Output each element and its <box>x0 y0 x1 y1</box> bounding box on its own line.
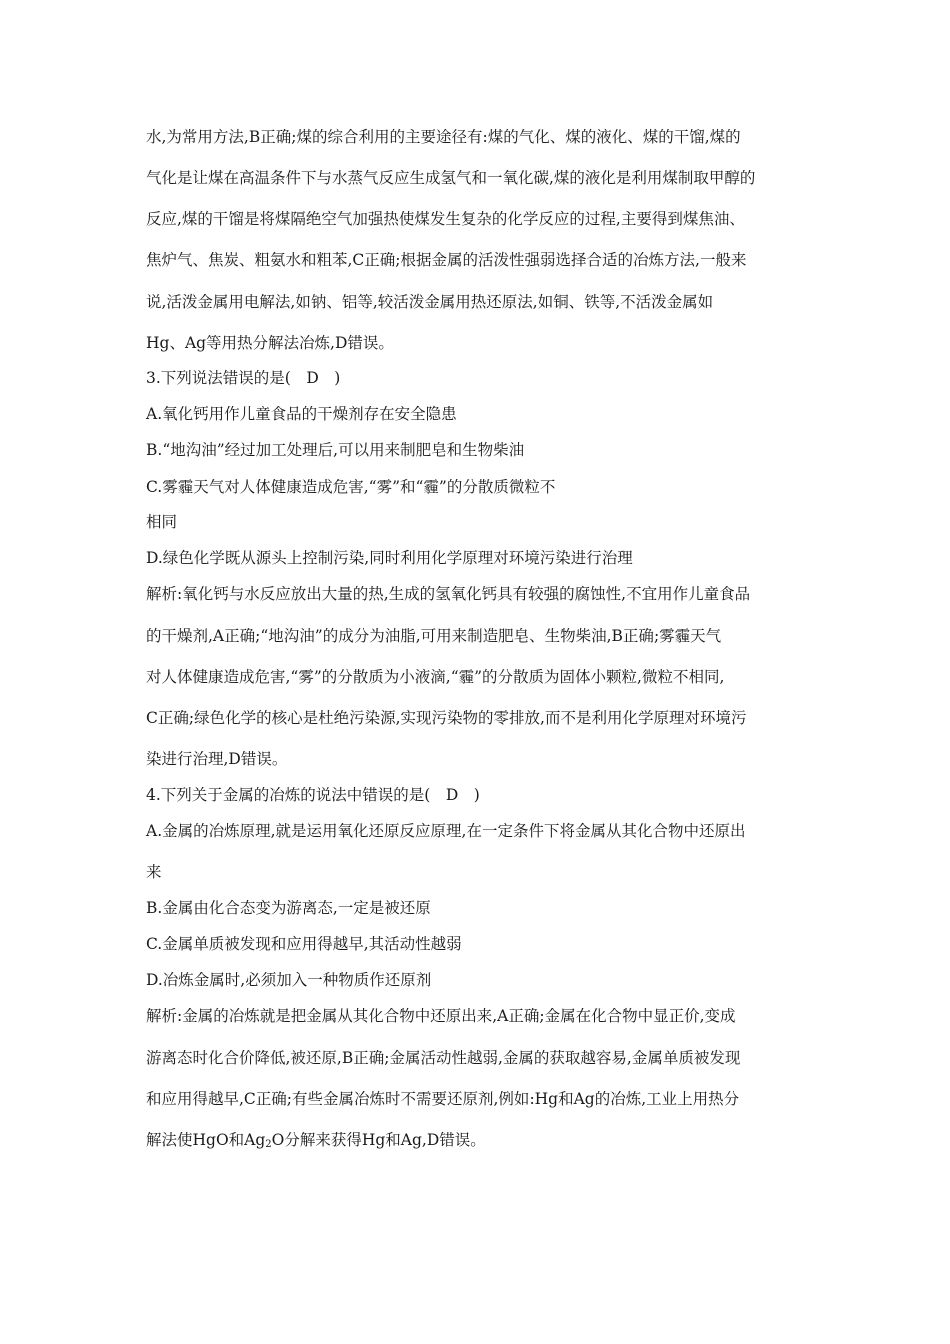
question-4-option-d: D.冶炼金属时,必须加入一种物质作还原剂 <box>146 971 432 989</box>
text-line: 和应用得越早,C正确;有些金属冶炼时不需要还原剂,例如:Hg和Ag的冶炼,工业上用热分 <box>146 1090 740 1108</box>
text-line-with-formula <box>146 1130 486 1155</box>
text-line: 的干燥剂,A正确;“地沟油”的成分为油脂,可用来制造肥皂、生物柴油,B正确;雾霾天气 <box>146 627 722 645</box>
question-4-stem: 4.下列关于金属的冶炼的说法中错误的是( D ) <box>146 786 480 804</box>
question-3-option-a: A.氧化钙用作儿童食品的干燥剂存在安全隐患 <box>146 405 457 423</box>
text-line: 对人体健康造成危害,“雾”的分散质为小液滴,“霾”的分散质为固体小颗粒,微粒不相同, <box>146 668 725 686</box>
text-line: 游离态时化合价降低,被还原,B正确;金属活动性越弱,金属的获取越容易,金属单质被发现 <box>146 1049 741 1067</box>
question-3-option-b: B.“地沟油”经过加工处理后,可以用来制肥皂和生物柴油 <box>146 441 525 459</box>
text-line: 焦炉气、焦炭、粗氨水和粗苯,C正确;根据金属的活泼性强弱选择合适的冶炼方法,一般来 <box>146 251 747 269</box>
text-line: 水,为常用方法,B正确;煤的综合利用的主要途径有:煤的气化、煤的液化、煤的干馏,煤的 <box>146 128 741 146</box>
question-3-option-c-cont: 相同 <box>146 513 178 531</box>
question-3-explanation: 解析:氧化钙与水反应放出大量的热,生成的氢氧化钙具有较强的腐蚀性,不宜用作儿童食品 <box>146 585 751 603</box>
text-line: Hg、Ag等用热分解法冶炼,D错误。 <box>146 334 394 352</box>
text-line: 反应,煤的干馏是将煤隔绝空气加强热使煤发生复杂的化学反应的过程,主要得到煤焦油、 <box>146 210 745 228</box>
question-3-option-d: D.绿色化学既从源头上控制污染,同时利用化学原理对环境污染进行治理 <box>146 549 633 567</box>
question-4-explanation: 解析:金属的冶炼就是把金属从其化合物中还原出来,A正确;金属在化合物中显正价,变成 <box>146 1007 736 1025</box>
subscript: 2 <box>265 1139 272 1150</box>
text-line: C正确;绿色化学的核心是杜绝污染源,实现污染物的零排放,而不是利用化学原理对环境污 <box>146 709 747 727</box>
question-3-option-c: C.雾霾天气对人体健康造成危害,“雾”和“霾”的分散质微粒不 <box>146 478 556 496</box>
text-line: 气化是让煤在高温条件下与水蒸气反应生成氢气和一氧化碳,煤的液化是利用煤制取甲醇的 <box>146 169 756 187</box>
question-4-option-c: C.金属单质被发现和应用得越早,其活动性越弱 <box>146 935 462 953</box>
question-3-stem: 3.下列说法错误的是( D ) <box>146 369 341 387</box>
text-line: 说,活泼金属用电解法,如钠、铝等,较活泼金属用热还原法,如铜、铁等,不活泼金属如 <box>146 293 714 311</box>
text-segment: 解法使HgO和Ag <box>146 1131 266 1149</box>
text-line: 染进行治理,D错误。 <box>146 750 288 768</box>
question-4-option-a-cont: 来 <box>146 863 162 881</box>
question-4-option-b: B.金属由化合态变为游离态,一定是被还原 <box>146 899 431 917</box>
question-4-option-a: A.金属的冶炼原理,就是运用氧化还原反应原理,在一定条件下将金属从其化合物中还原出 <box>146 822 746 840</box>
text-segment: O分解来获得Hg和Ag,D错误。 <box>271 1131 486 1149</box>
